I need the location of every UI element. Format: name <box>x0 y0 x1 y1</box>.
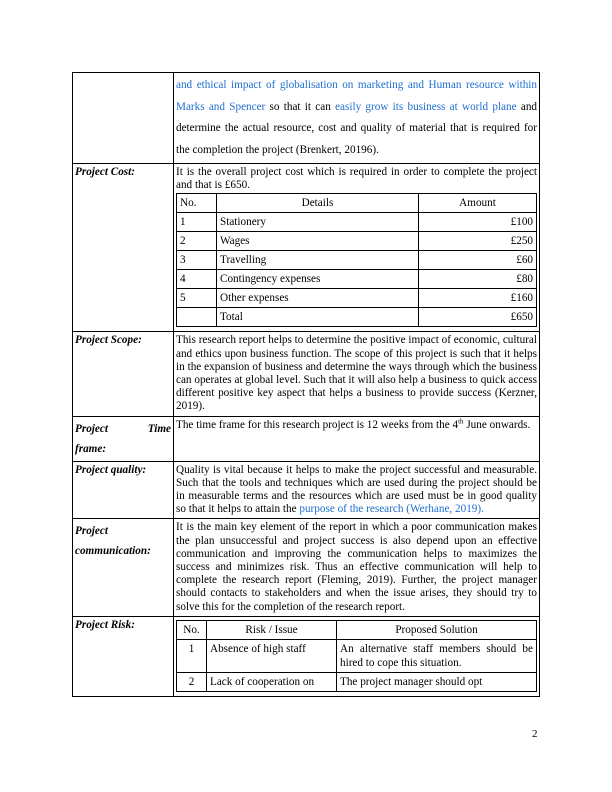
intro-text-2: so that it can <box>265 100 336 113</box>
quality-label: Project quality: <box>73 461 174 519</box>
cost-table <box>176 193 537 327</box>
cost-detail: Other expenses <box>217 289 419 308</box>
cost-no: 2 <box>177 232 217 251</box>
timeframe-label-c: frame: <box>75 442 107 455</box>
scope-row <box>73 332 540 416</box>
table-row <box>177 232 537 251</box>
quality-highlight: purpose of the research (Werhane, 2019). <box>299 503 484 516</box>
intro-text-4: and determine the actual resource, cost and quality of material that is required for the completion the project (Brenkert, 20196). <box>176 100 538 156</box>
cost-detail: Wages <box>217 232 419 251</box>
risk-row <box>73 616 540 696</box>
timeframe-row <box>73 416 540 461</box>
timeframe-label-line <box>75 419 171 439</box>
table-row <box>177 270 537 289</box>
project-plan-table <box>72 72 540 697</box>
intro-row <box>73 73 540 164</box>
table-row <box>177 289 537 308</box>
cost-label: Project Cost: <box>73 164 174 332</box>
intro-text <box>174 73 540 164</box>
intro-highlight-1: and ethical impact of globalisation on marketing and Human resource within Marks and Spencer <box>176 79 537 113</box>
cost-no: 1 <box>177 213 217 232</box>
communication-label <box>73 519 174 616</box>
cost-header-amount: Amount <box>419 194 537 213</box>
cost-detail: Stationery <box>217 213 419 232</box>
cost-header-details: Details <box>217 194 419 213</box>
cost-no: 5 <box>177 289 217 308</box>
risk-table <box>176 620 537 692</box>
cost-amount: £60 <box>419 251 537 270</box>
risk-solution: The project manager should opt <box>337 672 537 691</box>
cost-amount: £100 <box>419 213 537 232</box>
cost-no: 4 <box>177 270 217 289</box>
risk-header-no: No. <box>177 620 207 639</box>
scope-label: Project Scope: <box>73 332 174 416</box>
timeframe-text-a: The time frame for this research project is 12 weeks from the 4 <box>176 418 459 431</box>
risk-issue: Lack of cooperation on <box>207 672 337 691</box>
cost-row <box>73 164 540 332</box>
page-number: 2 <box>532 728 538 740</box>
cost-amount: £80 <box>419 270 537 289</box>
cost-detail: Contingency expenses <box>217 270 419 289</box>
risk-no: 2 <box>177 672 207 691</box>
cost-text: It is the overall project cost which is required in order to complete the project and that is £650. <box>176 166 537 192</box>
table-row <box>177 672 537 691</box>
cost-amount: £250 <box>419 232 537 251</box>
timeframe-label <box>73 416 174 461</box>
intro-highlight-2: easily grow its business at world plane <box>335 100 517 113</box>
quality-text: Quality is vital because it helps to make the project successful and measurable. Such that the tools and techniques which are used during the project should be in measurable terms and the resources which are used must be in good quality so that it helps to attain the <box>176 463 537 516</box>
cost-total-row <box>177 308 537 327</box>
cost-amount: £160 <box>419 289 537 308</box>
cost-detail: Travelling <box>217 251 419 270</box>
risk-no: 1 <box>177 639 207 672</box>
table-row <box>177 639 537 672</box>
risk-header-issue: Risk / Issue <box>207 620 337 639</box>
risk-solution: An alternative staff members should be hired to cope this situation. <box>337 639 537 672</box>
table-row <box>177 251 537 270</box>
cost-total-amount: £650 <box>419 308 537 327</box>
risk-header-solution: Proposed Solution <box>337 620 537 639</box>
risk-content <box>174 616 540 696</box>
communication-label-a: Project <box>75 525 108 538</box>
intro-label-cell <box>73 73 174 164</box>
communication-row <box>73 519 540 616</box>
timeframe-label-a: Project <box>75 422 108 435</box>
cost-content <box>174 164 540 332</box>
risk-issue: Absence of high staff <box>207 639 337 672</box>
scope-text: This research report helps to determine the positive impact of economic, cultural and ethics upon business function. The scope of this project is such that it helps in the expansion of business and determine the ways through which the business can operates at global level. Such that it will also help a business to quick access different positive key aspect that helps a business to provide success (Kerzner, 2019). <box>174 332 540 416</box>
communication-label-b: communication: <box>75 545 151 558</box>
cost-no: 3 <box>177 251 217 270</box>
timeframe-text-b: June onwards. <box>463 418 531 431</box>
cost-total-label: Total <box>217 308 419 327</box>
risk-label: Project Risk: <box>73 616 174 696</box>
table-row <box>177 213 537 232</box>
quality-row <box>73 461 540 519</box>
quality-content <box>174 461 540 519</box>
timeframe-sup: th <box>458 416 464 425</box>
risk-header-row <box>177 620 537 639</box>
communication-text: It is the main key element of the report in which a poor communication makes the plan unsuccessful and project success is also depend upon an effective communication and improving the communication helps to maximizes the success and minimizes risk. Thus an effective communication will help to complete the research report (Fleming, 2019). Further, the project manager should contacts to stakeholders and when the issue arises, they should try to solve this for the completion of the research report. <box>174 519 540 616</box>
cost-header-no: No. <box>177 194 217 213</box>
timeframe-text <box>174 416 540 461</box>
cost-header-row <box>177 194 537 213</box>
timeframe-label-b: Time <box>147 422 171 435</box>
cost-total-no <box>177 308 217 327</box>
